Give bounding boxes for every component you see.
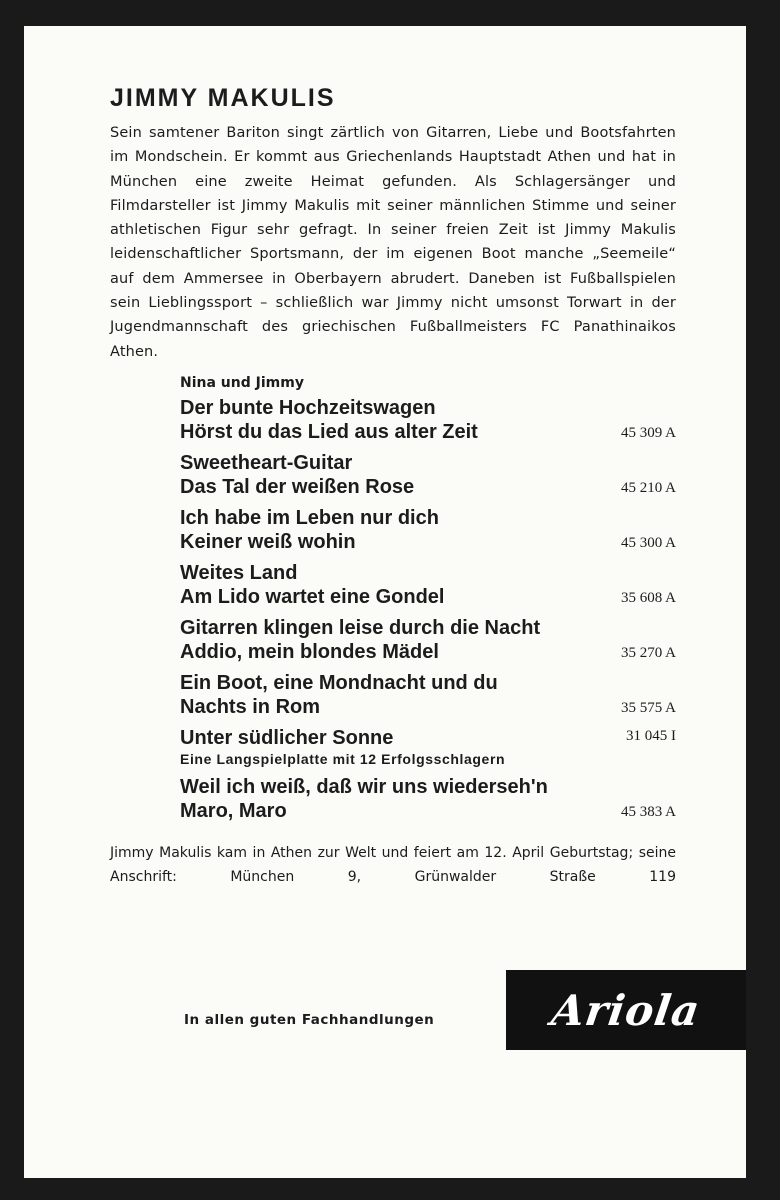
record-item [180,451,676,499]
record-item [180,561,676,609]
record-subtitle: Eine Langspielplatte mit 12 Erfolgsschlagern [180,750,506,767]
catalog-number: 45 383 A [620,803,676,820]
birthday-address-note: Jimmy Makulis kam in Athen zur Welt und feiert am 12. April Geburtstag; seine Anschrift: München 9, Grünwalder Straße 119 [110,844,676,885]
record-title: Unter südlicher Sonne [180,726,394,749]
record-title: Keiner weiß wohin [180,530,356,553]
duet-label: Nina und Jimmy [180,374,304,391]
postcard [24,26,746,1178]
record-title: Hörst du das Lied aus alter Zeit [180,420,478,443]
record-list [180,396,676,823]
record-item [180,726,676,768]
artist-name: JIMMY MAKULIS [110,84,336,112]
record-title: Weites Land [180,561,298,584]
shop-note: In allen guten Fachhandlungen [184,1012,435,1028]
record-title: Ich habe im Leben nur dich [180,506,439,529]
ariola-logo [506,970,746,1050]
record-title: Der bunte Hochzeitswagen [180,396,436,419]
record-title: Maro, Maro [180,799,287,822]
record-title: Nachts in Rom [180,695,321,718]
content-column [110,84,676,889]
record-title: Gitarren klingen leise durch die Nacht [180,616,541,639]
catalog-number: 45 210 A [620,479,676,496]
catalog-number: 45 309 A [620,424,676,441]
logo-text: Ariola [548,985,704,1035]
record-item [180,396,676,444]
catalog-number: 35 270 A [620,644,676,661]
artist-bio: Sein samtener Bariton singt zärtlich von Gitarren, Liebe und Bootsfahrten im Mondschein. Er kommt aus Griechenlands Hauptstadt Athen und hat in München eine zweite Heimat gefunden. Als Schlagersänger und Filmdarsteller ist Jimmy Makulis mit seiner männlichen Stimme und seiner athletischen Figur sehr gefragt. In seiner freien Zeit ist Jimmy Makulis leidenschaftlicher Sportsmann, der im eigenen Boot manche „Seemeile“ auf dem Ammersee in Oberbayern abrudert. Daneben ist Fußballspielen sein Lieblingssport – schließlich war Jimmy nicht umsonst Torwart in der Jugendmannschaft des griechischen Fußballmeisters FC Panathinaikos Athen. [110,125,676,360]
record-title: Weil ich weiß, daß wir uns wiederseh'n [180,775,548,798]
record-item [180,506,676,554]
catalog-number: 45 300 A [620,534,676,551]
catalog-number: 31 045 I [626,727,676,744]
record-title: Sweetheart-Guitar [180,451,353,474]
record-title: Ein Boot, eine Mondnacht und du [180,671,498,694]
record-title: Am Lido wartet eine Gondel [180,585,445,608]
catalog-number: 35 575 A [620,699,676,716]
record-title: Addio, mein blondes Mädel [180,640,439,663]
catalog-number: 35 608 A [620,589,676,606]
record-item [180,775,676,823]
record-title: Das Tal der weißen Rose [180,475,415,498]
record-item [180,616,676,664]
record-item [180,671,676,719]
